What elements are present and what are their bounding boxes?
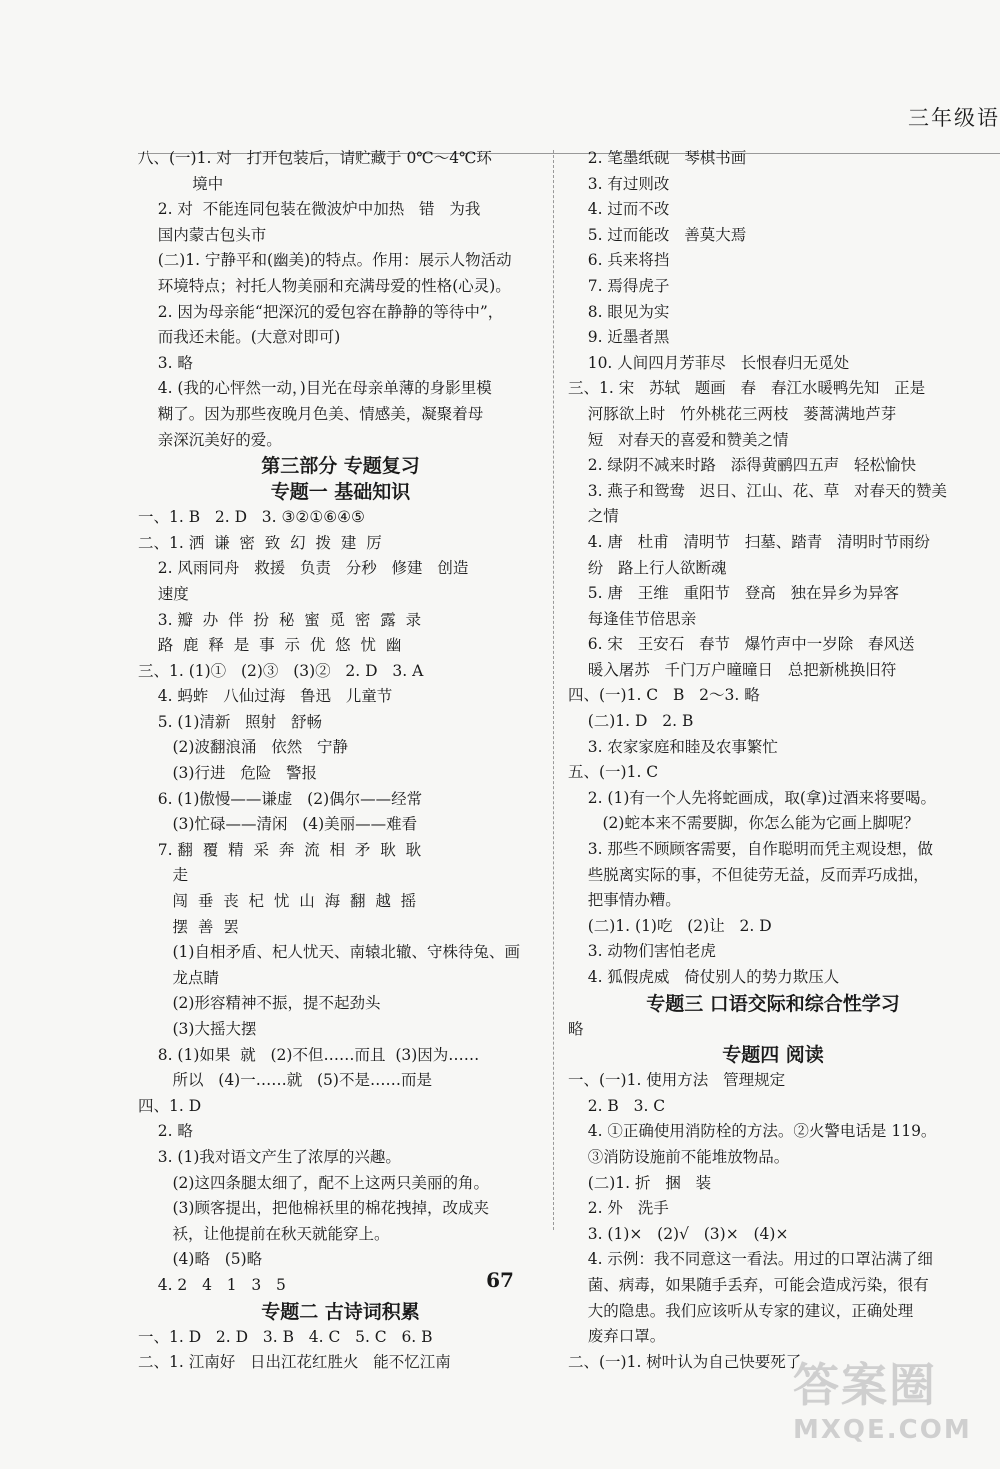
answer-line: 2. 对 不能连同包装在微波炉中加热 错 为我 xyxy=(138,200,481,219)
answer-line: 三、1. (1)① (2)③ (3)② 2. D 3. A xyxy=(138,661,424,680)
answer-line: (二)1. D 2. B xyxy=(568,712,694,731)
answer-line: 3. (1)× (2)√ (3)× (4)× xyxy=(568,1224,789,1243)
answer-line: 3. 农家家庭和睦及农事繁忙 xyxy=(568,737,778,756)
answer-line: 3. 燕子和鸳鸯 迟日、江山、花、草 对春天的赞美 xyxy=(568,481,947,500)
answer-line: 4. ①正确使用消防栓的方法。②火警电话是 119。 xyxy=(568,1122,937,1141)
answer-line: 二、(一)1. 树叶认为自己快要死了 xyxy=(568,1352,802,1371)
section-heading: 第三部分 专题复习 xyxy=(261,455,420,478)
answer-line: 河豚欲上时 竹外桃花三两枝 蒌蒿满地芦芽 xyxy=(568,404,897,423)
answer-line: (3)大摇大摆 xyxy=(138,1020,257,1038)
section-heading: 专题四 阅读 xyxy=(722,1044,824,1067)
answer-line: 5. 过而能改 善莫大焉 xyxy=(568,225,747,244)
answer-line: 4. 示例：我不同意这一看法。用过的口罩沾满了细 xyxy=(568,1250,933,1269)
grade-header: 三年级语 xyxy=(908,106,1000,130)
answer-line: 4. 过而不改 xyxy=(568,200,670,219)
watermark-text: 答案圈 xyxy=(793,1358,937,1412)
answer-line: 闯 垂 丧 杞 忧 山 海 翻 越 摇 xyxy=(138,892,417,911)
answer-line: 速度 xyxy=(138,584,189,603)
answer-line: 6. 宋 王安石 春节 爆竹声中一岁除 春风送 xyxy=(568,635,915,654)
answer-line: 7. 焉得虎子 xyxy=(568,276,670,295)
answer-line: 4. 狐假虎威 倚仗别人的势力欺压人 xyxy=(568,968,840,986)
watermark-url: MXQE.COM xyxy=(793,1415,972,1445)
answer-line: 国内蒙古包头市 xyxy=(138,225,267,244)
answer-line: 2. (1)有一个人先将蛇画成，取(拿)过酒来将要喝。 xyxy=(568,788,936,807)
answer-line: 4. (我的心怦然一动，)目光在母亲单薄的身影里模 xyxy=(138,379,492,398)
answer-line: 一、1. D 2. D 3. B 4. C 5. C 6. B xyxy=(138,1327,433,1346)
answer-line: 3. 动物们害怕老虎 xyxy=(568,942,716,961)
answer-line: 一、1. B 2. D 3. ③②①⑥④⑤ xyxy=(138,508,365,527)
answer-line: 6. 兵来将挡 xyxy=(568,251,670,270)
answer-line: 些脱离实际的事，不但徒劳无益，反而弄巧成拙， xyxy=(568,865,929,884)
answer-line: 环境特点；衬托人物美丽和充满母爱的性格(心灵)。 xyxy=(138,276,511,295)
answer-line: 四、(一)1. C B 2～3. 略 xyxy=(568,686,760,705)
answer-line: 3. 瓣 办 伴 扮 秘 蜜 觅 密 露 录 xyxy=(138,610,422,629)
left-column xyxy=(138,146,543,1376)
answer-line: 5. 唐 王维 重阳节 登高 独在异乡为异客 xyxy=(568,584,900,603)
answer-line: ③消防设施前不能堆放物品。 xyxy=(568,1147,790,1166)
right-column xyxy=(568,146,978,1375)
answer-line: 摆 善 罢 xyxy=(138,917,239,936)
page-number: 67 xyxy=(486,1268,514,1292)
answer-line: 四、1. D xyxy=(138,1096,202,1115)
answer-line: (2)形容精神不振，提不起劲头 xyxy=(138,994,381,1013)
answer-line: (3)行进 危险 警报 xyxy=(138,764,318,783)
answer-line: 二、1. 江南好 日出江花红胜火 能不忆江南 xyxy=(138,1353,451,1372)
answer-line: 3. 略 xyxy=(138,353,193,372)
answer-line: 菌、病毒，如果随手丢弃，可能会造成污染，很有 xyxy=(568,1275,929,1294)
answer-line: 纷 路上行人欲断魂 xyxy=(568,558,727,577)
answer-line: 三、1. 宋 苏轼 题画 春 春江水暖鸭先知 正是 xyxy=(568,379,926,398)
answer-line: (3)忙碌——清闲 (4)美丽——难看 xyxy=(138,815,418,834)
answer-line: 2. B 3. C xyxy=(568,1096,666,1115)
answer-line: 所以 (4)一……就 (5)不是……而是 xyxy=(138,1071,432,1090)
answer-line: 袄，让他提前在秋天就能穿上。 xyxy=(138,1224,390,1243)
answer-line: (2)蛇本来不需要脚，你怎么能为它画上脚呢？ xyxy=(568,814,919,833)
answer-line: 废弃口罩。 xyxy=(568,1327,666,1346)
watermark-logo xyxy=(793,1349,978,1459)
answer-line: 2. 因为母亲能“把深沉的爱包容在静静的等待中”， xyxy=(138,302,504,321)
answer-line: 而我还未能。(大意对即可) xyxy=(138,328,341,347)
answer-line: 一、(一)1. 使用方法 管理规定 xyxy=(568,1071,786,1090)
answer-line: 之情 xyxy=(568,507,619,526)
answer-line: 9. 近墨者黑 xyxy=(568,328,670,347)
answer-line: (2)这四条腿太细了，配不上这两只美丽的角。 xyxy=(138,1173,489,1192)
answer-line: 2. 略 xyxy=(138,1122,193,1141)
answer-line: 八、(一)1. 对 打开包装后，请贮藏于 0℃～4℃环 xyxy=(138,149,492,167)
section-heading: 专题三 口语交际和综合性学习 xyxy=(646,992,900,1015)
column-divider xyxy=(553,150,554,1230)
answer-line: 6. (1)傲慢——谦虚 (2)偶尔——经常 xyxy=(138,789,423,808)
answer-line: 3. 那些不顾顾客需要，自作聪明而凭主观设想，做 xyxy=(568,840,933,859)
answer-line: 2. 绿阴不减来时路 添得黄鹂四五声 轻松愉快 xyxy=(568,456,916,475)
answer-line: 4. 2 4 1 3 5 xyxy=(138,1275,286,1294)
answer-line: 短 对春天的喜爱和赞美之情 xyxy=(568,430,789,449)
answer-line: 略 xyxy=(568,1019,584,1038)
answer-line: 2. 外 洗手 xyxy=(568,1199,669,1218)
answer-line: 4. 蚂蚱 八仙过海 鲁迅 儿童节 xyxy=(138,687,393,706)
answer-line: 7. 翻 覆 精 采 奔 流 相 矛 耿 耿 xyxy=(138,840,422,859)
section-heading: 专题一 基础知识 xyxy=(270,481,411,504)
answer-line: 境中 xyxy=(138,174,224,193)
answer-line: 3. (1)我对语文产生了浓厚的兴趣。 xyxy=(138,1147,401,1166)
answer-line: 2. 笔墨纸砚 琴棋书画 xyxy=(568,149,747,167)
answer-line: 路 鹿 释 是 事 示 优 悠 忧 幽 xyxy=(138,636,402,655)
answer-line: 大的隐患。我们应该听从专家的建议，正确处理 xyxy=(568,1301,914,1320)
answer-line: 5. (1)清新 照射 舒畅 xyxy=(138,712,322,731)
answer-line: (二)1. (1)吃 (2)让 2. D xyxy=(568,916,772,935)
answer-line: 五、(一)1. C xyxy=(568,763,659,782)
answer-line: 每逢佳节倍思亲 xyxy=(568,609,697,628)
answer-line: 二、1. 洒 谦 密 致 幻 拨 建 厉 xyxy=(138,533,382,552)
answer-line: (二)1. 折 捆 装 xyxy=(568,1173,712,1192)
answer-line: 4. 唐 杜甫 清明节 扫墓、踏青 清明时节雨纷 xyxy=(568,532,931,551)
answer-line: 暖入屠苏 千门万户曈曈日 总把新桃换旧符 xyxy=(568,660,897,679)
answer-line: 8. (1)如果 就 (2)不但……而且 (3)因为…… xyxy=(138,1045,480,1064)
answer-line: 10. 人间四月芳菲尽 长恨春归无觅处 xyxy=(568,353,850,372)
answer-line: (1)自相矛盾、杞人忧天、南辕北辙、守株待兔、画 xyxy=(138,943,520,962)
answer-line: 走 xyxy=(138,866,188,885)
answer-line: 龙点睛 xyxy=(138,968,219,987)
answer-line: 2. 风雨同舟 救援 负责 分秒 修建 创造 xyxy=(138,559,469,578)
answer-line: 亲深沉美好的爱。 xyxy=(138,430,282,449)
section-heading: 专题二 古诗词积累 xyxy=(261,1300,420,1323)
answer-line: 糊了。因为那些夜晚月色美、情感美，凝聚着母 xyxy=(138,404,484,423)
answer-line: (2)波翻浪涌 依然 宁静 xyxy=(138,738,349,757)
answer-line: (二)1. 宁静平和(幽美)的特点。作用：展示人物活动 xyxy=(138,251,512,270)
answer-line: 3. 有过则改 xyxy=(568,174,670,193)
answer-line: (3)顾客提出，把他棉袄里的棉花拽掉，改成夹 xyxy=(138,1199,489,1218)
answer-line: (4)略 (5)略 xyxy=(138,1250,263,1269)
answer-line: 把事情办糟。 xyxy=(568,891,681,910)
answer-line: 8. 眼见为实 xyxy=(568,302,670,321)
